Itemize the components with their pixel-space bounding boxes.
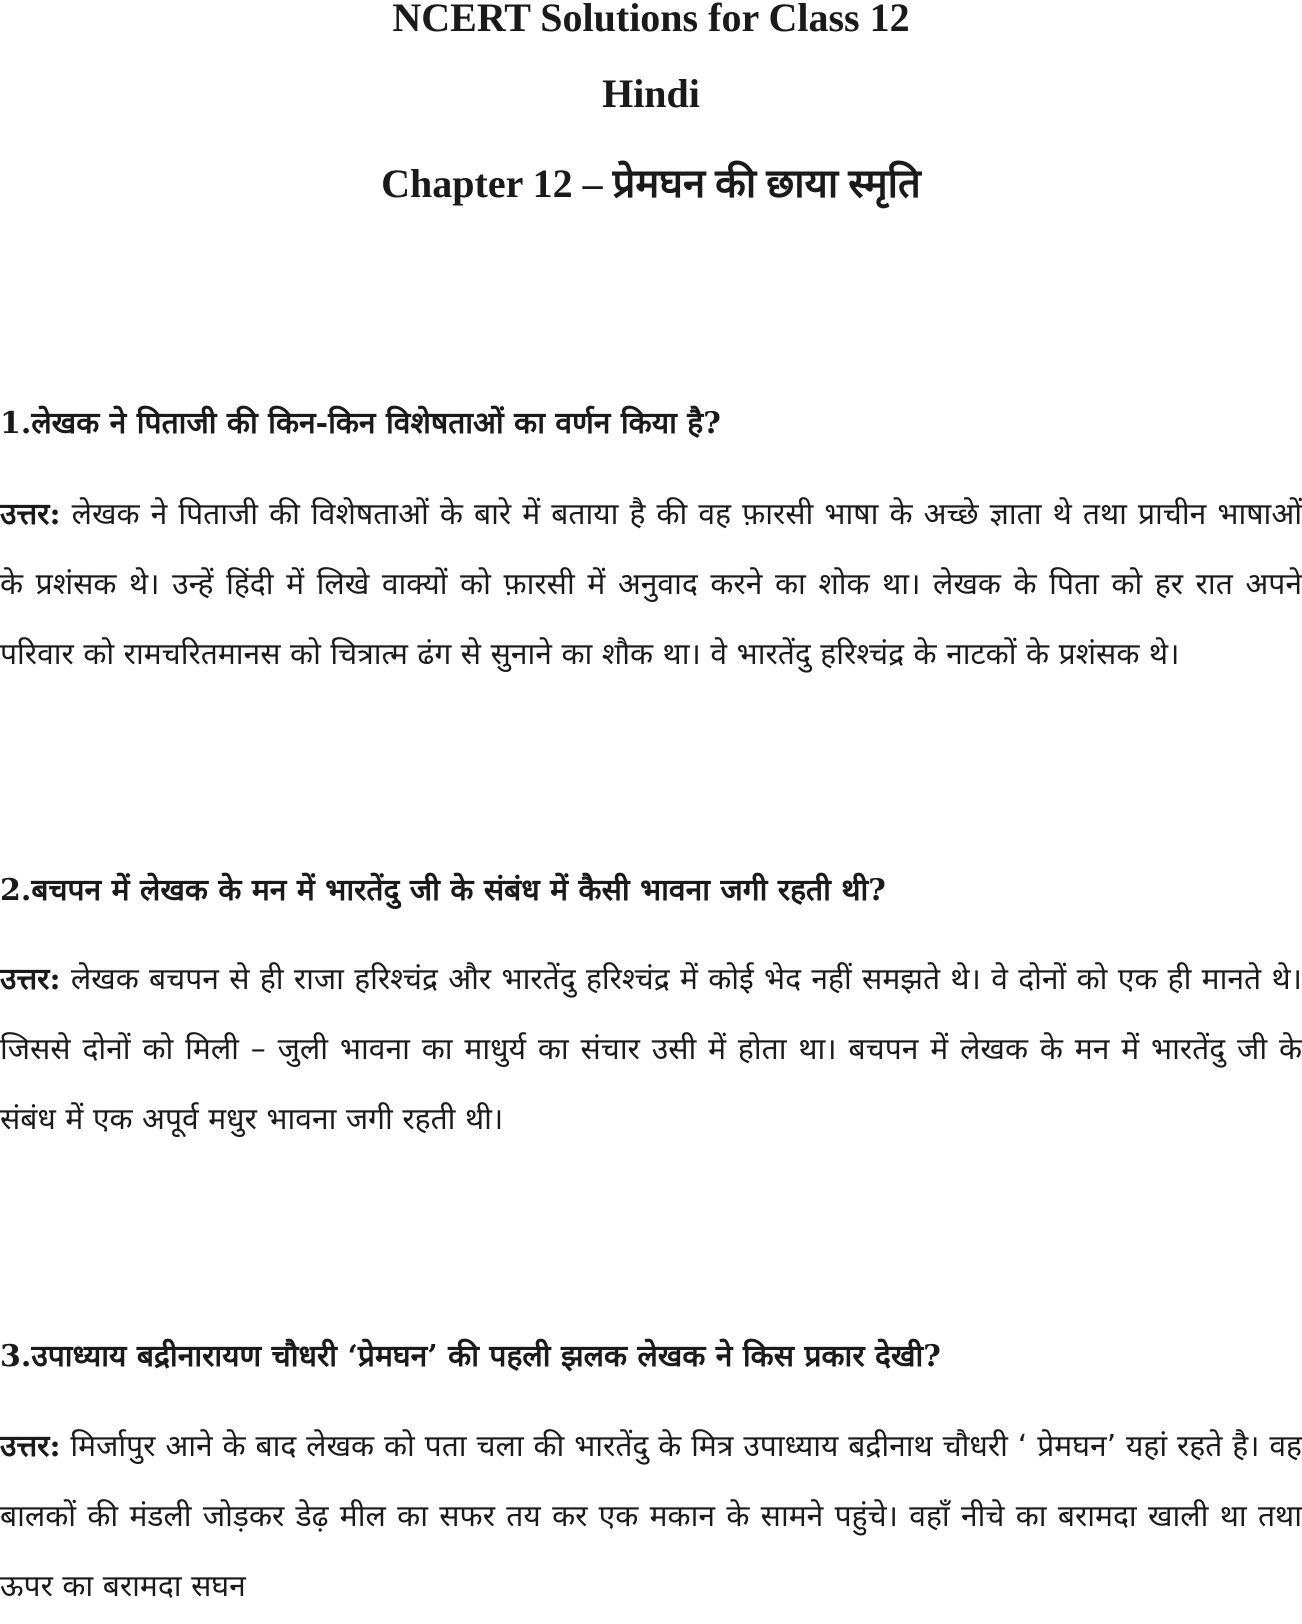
question-3: 3.उपाध्याय बद्रीनारायण चौधरी ‘प्रेमघन’ की पहली झलक लेखक ने किस प्रकार देखी? — [0, 1339, 941, 1374]
answer-3 — [0, 1412, 1302, 1624]
subject-heading: Hindi — [602, 71, 700, 116]
answer-label: उत्तर: — [0, 1429, 61, 1464]
document-title: NCERT Solutions for Class 12 — [392, 0, 910, 40]
question-1: 1.लेखक ने पिताजी की किन-किन विशेषताओं का वर्णन किया है? — [0, 406, 721, 441]
answer-text: लेखक ने पिताजी की विशेषताओं के बारे में बताया है की वह फ़ारसी भाषा के अच्छे ज्ञाता थे तथा प्राचीन भाषाओं के प्रशंसक थे। उन्हें हिंदी में लिखे वाक्यों को फ़ारसी में अनुवाद करने का शोक था। लेखक के पिता को हर रात अपने परिवार को रामचरितमानस को चित्रात्म ढंग से सुनाने का शौक था। वे भारतेंदु हरिश्चंद्र के नाटकों के प्रशंसक थे। — [0, 497, 1302, 672]
answer-2 — [0, 945, 1302, 1235]
answer-label: उत्तर: — [0, 497, 61, 532]
answer-text: मिर्जापुर आने के बाद लेखक को पता चला की भारतेंदु के मित्र उपाध्याय बद्रीनाथ चौधरी ‘ प्रेमघन’ यहां रहते है। वह बालकों की मंडली जोड़कर डेढ़ मील का सफर तय कर एक मकान के सामने पहुंचे। वहाँ नीचे का बरामदा खाली था तथा ऊपर का बरामदा सघन — [0, 1429, 1302, 1604]
answer-text: लेखक बचपन से ही राजा हरिश्चंद्र और भारतेंदु हरिश्चंद्र में कोई भेद नहीं समझते थे। वे दोनों को एक ही मानते थे। जिससे दोनों को मिली – जुली भावना का माधुर्य का संचार उसी में होता था। बचपन में लेखक के मन में भारतेंदु जी के संबंध में एक अपूर्व मधुर भावना जगी रहती थी। — [0, 962, 1302, 1137]
answer-label: उत्तर: — [0, 962, 61, 997]
chapter-heading: Chapter 12 – प्रेमघन की छाया स्मृति — [381, 161, 921, 206]
question-2: 2.बचपन में लेखक के मन में भारतेंदु जी के संबंध में कैसी भावना जगी रहती थी? — [0, 873, 886, 908]
answer-1 — [0, 480, 1302, 770]
